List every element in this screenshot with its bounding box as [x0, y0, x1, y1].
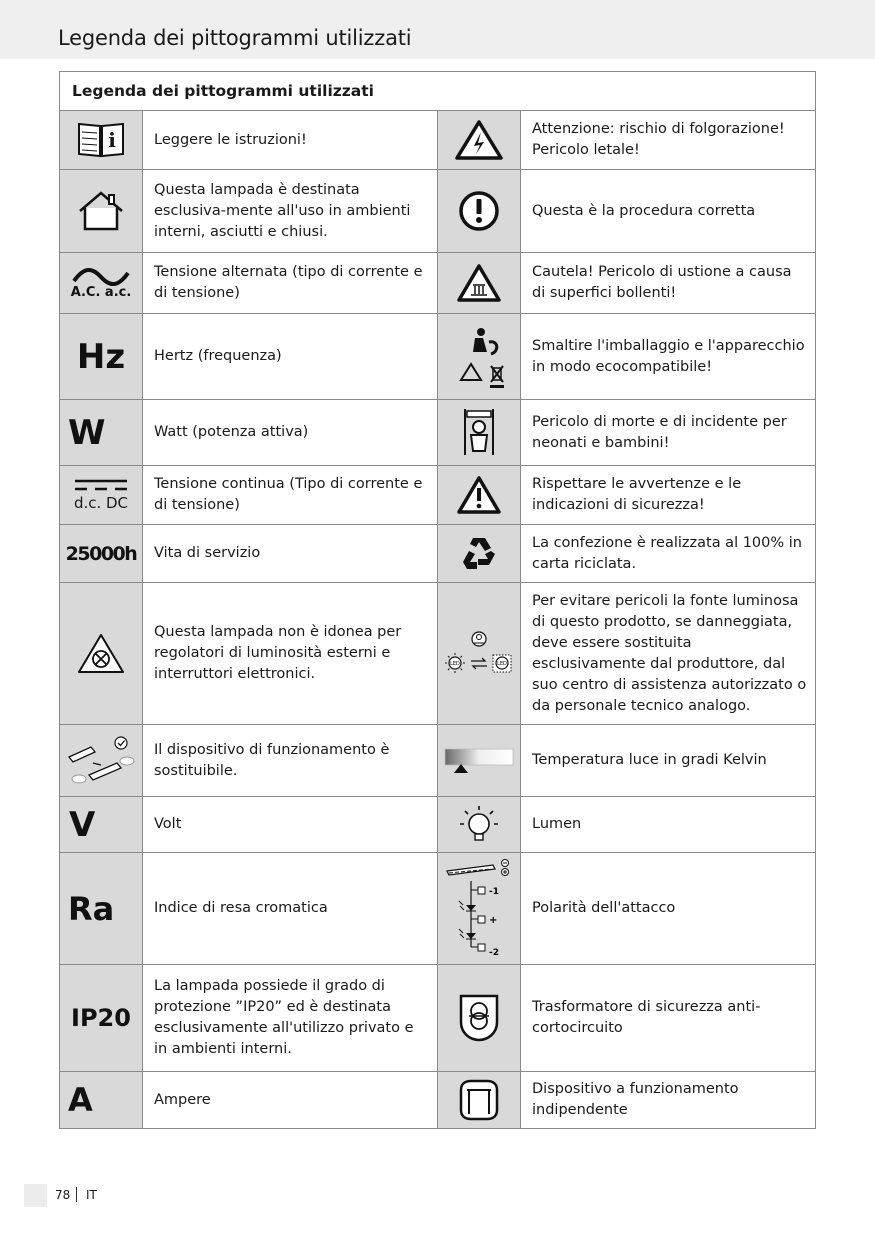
legend-text: Smaltire l'imballaggio e l'apparecchio in modo ecocompatibile!	[521, 314, 816, 400]
legend-text: Lumen	[521, 797, 816, 853]
legend-text: Hertz (frequenza)	[143, 314, 438, 400]
legend-text: Volt	[143, 797, 438, 853]
legend-icon-cell	[60, 1072, 143, 1129]
table-row	[60, 853, 816, 965]
legend-icon-cell	[60, 253, 143, 314]
svg-text:+: +	[489, 914, 498, 926]
legend-icon-cell	[438, 400, 521, 466]
table-title-row	[60, 72, 816, 111]
safety-transformer-icon	[457, 992, 501, 1044]
replaceable-driver-icon	[65, 735, 137, 787]
legend-icon-cell	[438, 253, 521, 314]
legend-icon-cell	[60, 314, 143, 400]
legend-text: Questa lampada non è idonea per regolatori di luminosità esterni e interruttori elettronici.	[143, 583, 438, 725]
legend-text: Ampere	[143, 1072, 438, 1129]
svg-text:-1: -1	[489, 886, 499, 897]
language-code: IT	[86, 1188, 97, 1202]
legend-text: Cautela! Pericolo di ustione a causa di superfici bollenti!	[521, 253, 816, 314]
lumen-bulb-icon	[456, 804, 502, 846]
legend-text: Questa è la procedura corretta	[521, 170, 816, 253]
legend-text: Dispositivo a funzionamento indipendente	[521, 1072, 816, 1129]
legend-text: Rispettare le avvertenze e le indicazioni di sicurezza!	[521, 466, 816, 525]
electric-shock-warning-icon	[454, 119, 504, 161]
table-title: Legenda dei pittogrammi utilizzati	[60, 72, 816, 111]
hertz-icon: Hz	[76, 336, 126, 377]
footer-marker	[24, 1184, 47, 1207]
legend-text: Watt (potenza attiva)	[143, 400, 438, 466]
table-row	[60, 466, 816, 525]
ampere-icon: A	[68, 1081, 93, 1119]
svg-text:LED: LED	[497, 660, 507, 667]
legend-text: Attenzione: rischio di folgorazione! Pericolo letale!	[521, 111, 816, 170]
table-row	[60, 583, 816, 725]
legend-icon-cell	[60, 400, 143, 466]
legend-text: Indice di resa cromatica	[143, 853, 438, 965]
warning-triangle-icon	[456, 475, 502, 515]
legend-icon-cell	[438, 725, 521, 797]
table-row	[60, 111, 816, 170]
legend-icon-cell	[60, 725, 143, 797]
legend-text: Trasformatore di sicurezza anti-cortocircuito	[521, 965, 816, 1072]
legend-icon-cell	[60, 965, 143, 1072]
ac-label: A.C. a.c.	[70, 284, 132, 300]
legend-icon-cell	[60, 466, 143, 525]
table-row	[60, 400, 816, 466]
legend-text: Polarità dell'attacco	[521, 853, 816, 965]
page-number: 78	[55, 1188, 71, 1202]
house-icon	[76, 189, 126, 233]
page-title: Legenda dei pittogrammi utilizzati	[58, 26, 412, 50]
legend-icon-cell	[438, 853, 521, 965]
legend-icon-cell	[438, 111, 521, 170]
pictogram-legend-table	[59, 71, 816, 1129]
legend-icon-cell	[438, 525, 521, 583]
ip20-icon: IP20	[71, 1004, 131, 1032]
legend-text: Vita di servizio	[143, 525, 438, 583]
child-danger-icon	[457, 405, 501, 461]
page-header	[0, 0, 875, 59]
legend-icon-cell	[438, 170, 521, 253]
table-row	[60, 797, 816, 853]
alternating-current-icon	[70, 267, 132, 287]
legend-icon-cell	[438, 314, 521, 400]
legend-icon-cell	[438, 965, 521, 1072]
service-life-icon: 25000h	[65, 542, 137, 565]
table-row	[60, 525, 816, 583]
table-row	[60, 1072, 816, 1129]
legend-icon-cell	[60, 170, 143, 253]
table-row	[60, 314, 816, 400]
exclamation-circle-icon	[457, 189, 501, 233]
table-row	[60, 725, 816, 797]
legend-icon-cell	[60, 583, 143, 725]
color-rendering-icon: Ra	[68, 889, 115, 928]
direct-current-icon	[73, 478, 129, 492]
kelvin-scale-icon	[443, 747, 515, 775]
book-info-icon	[76, 120, 126, 160]
legend-icon-cell	[438, 583, 521, 725]
independent-device-icon	[455, 1078, 503, 1122]
table-row	[60, 170, 816, 253]
legend-text: La confezione è realizzata al 100% in carta riciclata.	[521, 525, 816, 583]
recycling-disposal-icon	[447, 320, 511, 394]
no-dimmer-icon	[76, 632, 126, 676]
legend-icon-cell	[60, 111, 143, 170]
table-row	[60, 253, 816, 314]
dc-label: d.c. DC	[73, 494, 129, 512]
legend-text: Questa lampada è destinata esclusiva-mente all'uso in ambienti interni, asciutti e chiusi.	[143, 170, 438, 253]
legend-icon-cell	[438, 1072, 521, 1129]
volt-icon: V	[69, 804, 96, 845]
recycle-icon	[457, 532, 501, 576]
legend-text: Per evitare pericoli la fonte luminosa di questo prodotto, se danneggiata, deve essere sostituita esclusivamente dal produttore, dal suo centro di assistenza autorizzato o da personale tecnico analogo.	[521, 583, 816, 725]
table-row	[60, 965, 816, 1072]
legend-icon-cell	[438, 466, 521, 525]
legend-icon-cell	[60, 525, 143, 583]
legend-text: La lampada possiede il grado di protezione ”IP20” ed è destinata esclusivamente all'utilizzo privato e in ambienti interni.	[143, 965, 438, 1072]
legend-text: Il dispositivo di funzionamento è sostituibile.	[143, 725, 438, 797]
svg-text:i: i	[108, 128, 116, 152]
watt-icon: W	[68, 412, 106, 453]
footer-divider	[76, 1187, 77, 1202]
legend-text: Tensione continua (Tipo di corrente e di tensione)	[143, 466, 438, 525]
legend-text: Tensione alternata (tipo di corrente e di tensione)	[143, 253, 438, 314]
legend-text: Temperatura luce in gradi Kelvin	[521, 725, 816, 797]
polarity-icon	[441, 857, 517, 961]
svg-text:LED: LED	[450, 660, 460, 667]
legend-text: Leggere le istruzioni!	[143, 111, 438, 170]
legend-icon-cell	[60, 797, 143, 853]
legend-icon-cell	[438, 797, 521, 853]
hot-surface-warning-icon	[456, 263, 502, 303]
svg-text:-2: -2	[489, 947, 499, 958]
legend-text: Pericolo di morte e di incidente per neonati e bambini!	[521, 400, 816, 466]
legend-icon-cell	[60, 853, 143, 965]
led-replacement-icon	[441, 631, 517, 677]
